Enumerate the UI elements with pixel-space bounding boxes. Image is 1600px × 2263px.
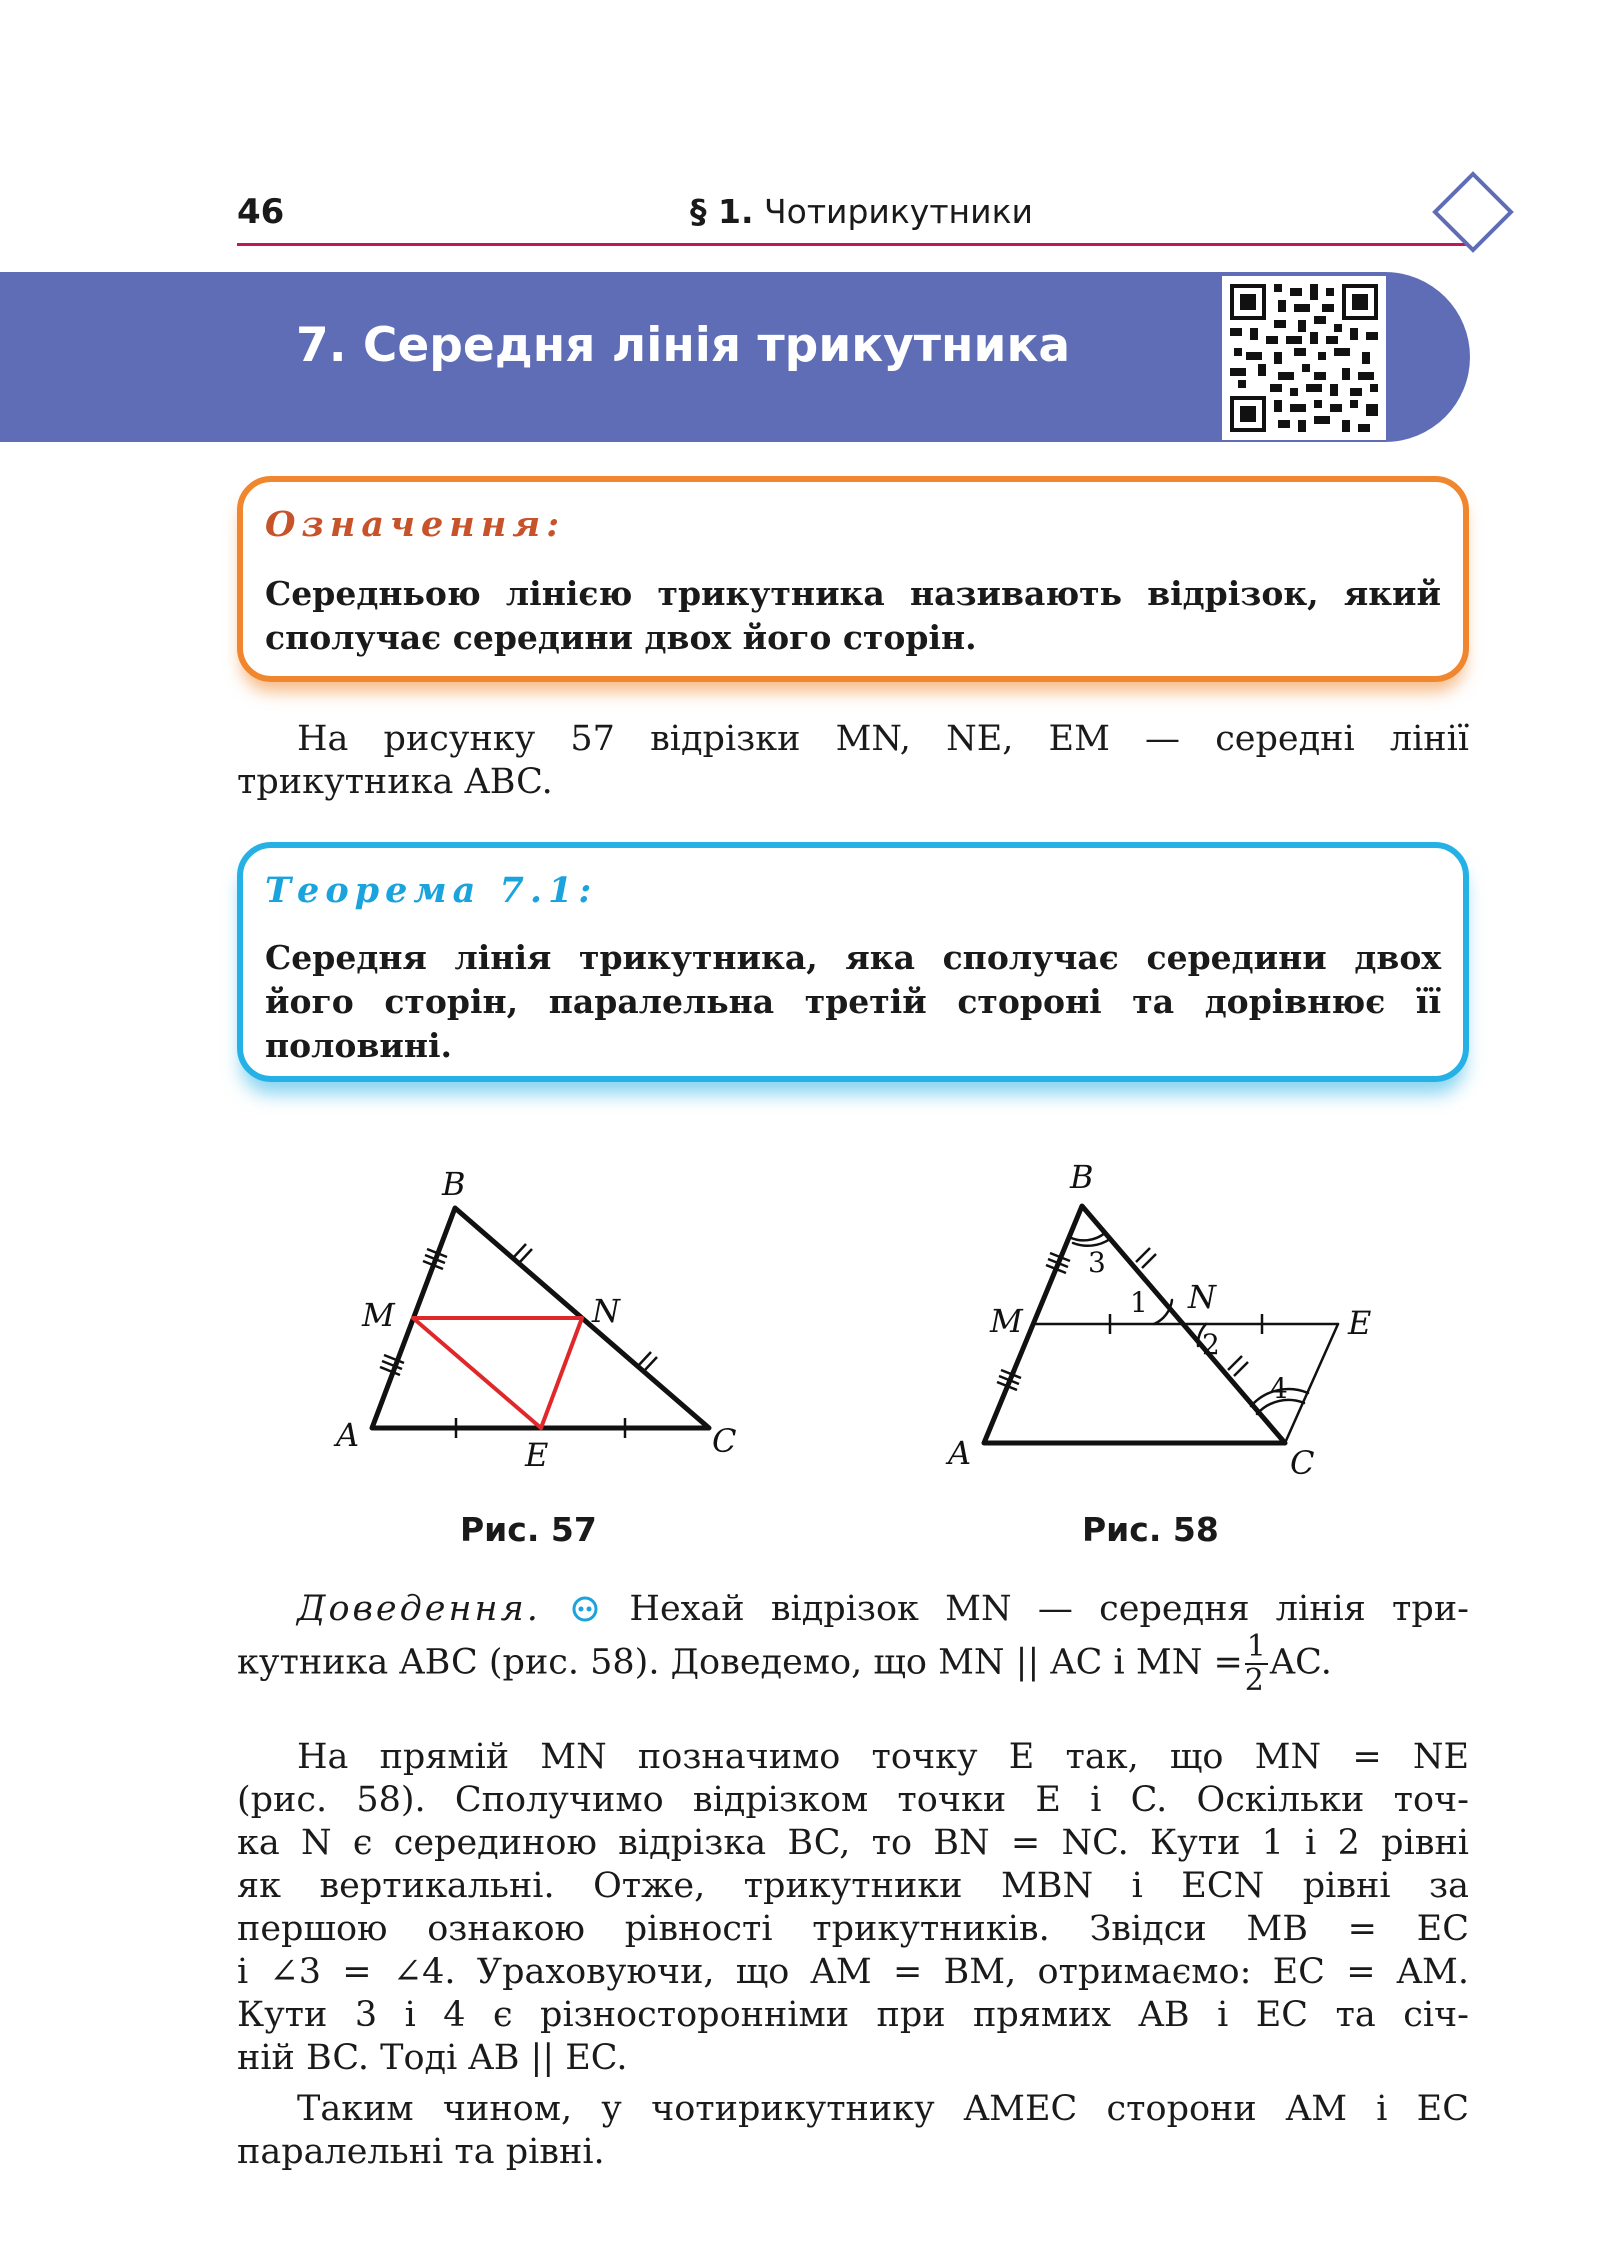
- theorem-label: Теорема 7.1:: [265, 870, 598, 911]
- fig58-label-C: C: [1290, 1444, 1315, 1482]
- section-title: Чотирикутники: [764, 192, 1033, 231]
- fig58-angle-3: 3: [1088, 1246, 1106, 1279]
- diamond-icon: [1432, 171, 1514, 253]
- body-line: як вертикальні. Отже, трикутники MBN і ECN рівні за: [237, 1866, 1469, 1906]
- fraction-numerator: 1: [1246, 1629, 1266, 1664]
- fig58-angle-4: 4: [1270, 1372, 1288, 1405]
- conclusion-line: паралельні та рівні.: [237, 2132, 605, 2172]
- fig58-label-A: A: [948, 1434, 972, 1472]
- proof-paragraph: [237, 1588, 1469, 1697]
- fraction-denominator: 2: [1244, 1663, 1264, 1698]
- figure-58-caption: Рис. 58: [1082, 1510, 1219, 1549]
- proof-start-icon: [571, 1595, 599, 1623]
- figure-58: [930, 1148, 1390, 1498]
- fig57-label-M: M: [362, 1296, 395, 1334]
- proof-line-2: [237, 1631, 1469, 1697]
- body-paragraph: [237, 1736, 1469, 2080]
- page-number: 46: [237, 192, 285, 232]
- fig58-angle-1: 1: [1130, 1286, 1148, 1319]
- conclusion-line: Таким чином, у чотирикутнику AMEC сторони AM і EC: [297, 2089, 1469, 2129]
- figure-57-caption: Рис. 57: [460, 1510, 597, 1549]
- proof-line-1-text: Нехай відрізок MN — середня лінія три-: [629, 1589, 1469, 1629]
- intro-line-1: На рисунку 57 відрізки MN, NE, EM — середні лінії: [297, 719, 1469, 759]
- fig58-label-N: N: [1188, 1278, 1216, 1316]
- definition-box: [237, 476, 1469, 682]
- fig58-angle-2: 2: [1202, 1328, 1220, 1361]
- running-header: [690, 192, 1033, 231]
- fig57-label-B: B: [442, 1165, 466, 1203]
- body-line: (рис. 58). Сполучимо відрізком точки E і C. Оскільки точ-: [237, 1780, 1469, 1820]
- conclusion-paragraph: [237, 2088, 1469, 2174]
- body-line: і ∠3 = ∠4. Ураховуючи, що AM = BM, отримаємо: EC = AM.: [237, 1952, 1469, 1992]
- body-line: ка N є серединою відрізка BC, то BN = NC. Кути 1 і 2 рівні: [237, 1823, 1469, 1863]
- page-title: 7. Середня лінія трикутника: [296, 318, 1071, 373]
- definition-label: Означення:: [265, 504, 566, 545]
- fig57-label-E: E: [525, 1436, 549, 1474]
- body-line: На прямій MN позначимо точку E так, що MN = NE: [297, 1737, 1469, 1777]
- fig57-label-N: N: [592, 1292, 620, 1330]
- proof-line-2-end: AC.: [1269, 1642, 1332, 1683]
- proof-line-2-text: кутника ABC (рис. 58). Доведемо, що MN || AC і MN =: [237, 1642, 1243, 1683]
- fig57-label-A: A: [336, 1416, 360, 1454]
- qr-code-icon[interactable]: [1222, 276, 1386, 440]
- fig58-label-B: B: [1070, 1158, 1094, 1196]
- intro-paragraph: [237, 718, 1469, 804]
- proof-line-1: [237, 1588, 1469, 1631]
- body-line: Кути 3 і 4 є різносторонніми при прямих AB і EC та січ-: [237, 1995, 1469, 2035]
- figure-57: [320, 1150, 760, 1490]
- fig58-label-E: E: [1348, 1304, 1372, 1342]
- header-rule: [237, 243, 1467, 246]
- fraction-one-half: [1245, 1631, 1268, 1697]
- body-line: ній BC. Тоді AB || EC.: [237, 2038, 628, 2078]
- theorem-text: Середня лінія трикутника, яка сполучає середини двох його сторін, паралельна третій стороні та дорівнює її половині.: [265, 938, 1441, 1065]
- theorem-box: [237, 842, 1469, 1082]
- intro-line-2: трикутника ABC.: [237, 762, 553, 802]
- body-line: першою ознакою рівності трикутників. Звідси MB = EC: [237, 1909, 1469, 1949]
- fig57-label-C: C: [712, 1422, 737, 1460]
- definition-text: Середньою лінією трикутника називають відрізок, який сполучає середини двох його сторін.: [265, 574, 1441, 657]
- section-mark: § 1.: [690, 192, 754, 231]
- proof-label: Доведення.: [297, 1589, 541, 1629]
- fig58-label-M: M: [990, 1302, 1023, 1340]
